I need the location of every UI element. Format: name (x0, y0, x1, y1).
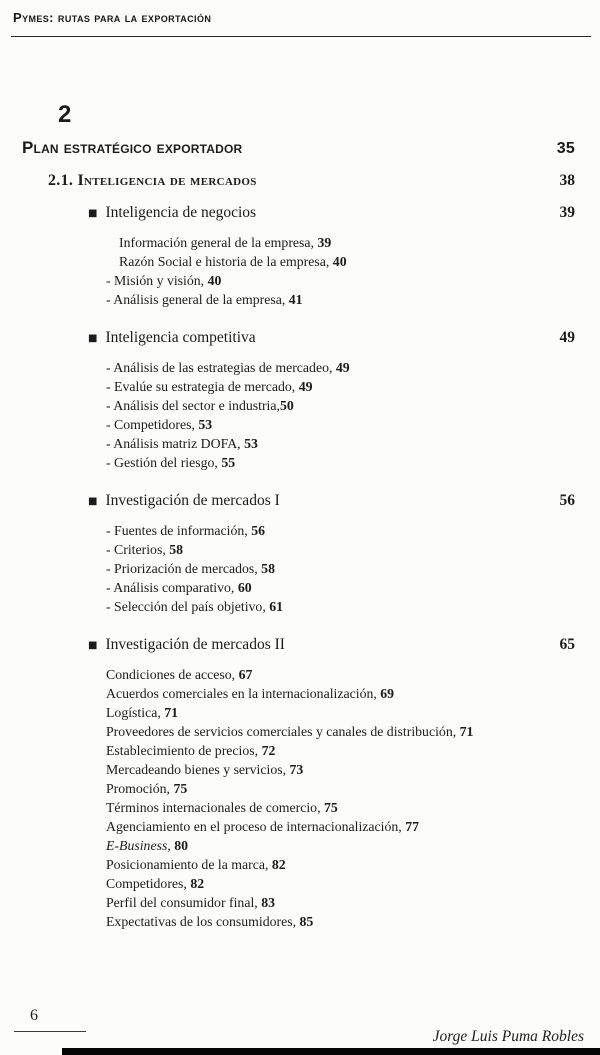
toc-item (106, 559, 575, 578)
toc-item-page: 80 (174, 838, 189, 853)
toc-item (106, 722, 575, 741)
running-head: Pymes: rutas para la exportación (13, 10, 212, 25)
toc-item-text: - Análisis general de la empresa, (106, 292, 286, 307)
toc-item (106, 597, 575, 616)
toc-item (106, 252, 575, 271)
toc-item-page: 56 (251, 523, 266, 538)
toc-item-page: 69 (380, 686, 395, 701)
toc-item-text: Promoción, (106, 781, 170, 796)
toc-item (106, 521, 575, 540)
toc-subsection-header (88, 490, 575, 513)
chapter-title-row (22, 138, 575, 158)
toc-item-text: - Evalúe su estrategia de mercado, (106, 379, 296, 394)
chapter-page-number: 35 (556, 140, 575, 157)
toc-subsections (22, 202, 575, 931)
toc-item (106, 912, 575, 931)
toc-item-page: 58 (261, 561, 275, 576)
toc-item-list (106, 358, 575, 472)
section-row (48, 172, 575, 190)
toc-item-text: Expectativas de los consumidores, (106, 914, 297, 929)
toc-item-page: 75 (173, 781, 188, 796)
toc-item (106, 798, 575, 817)
toc-item-page: 41 (288, 292, 303, 307)
chapter-title: Plan estratégico exportador (22, 138, 243, 157)
toc-item (106, 396, 575, 415)
toc-item-page: 75 (324, 800, 338, 815)
toc-item-page: 71 (164, 705, 179, 720)
toc-subsection-title: Inteligencia de negocios (105, 204, 257, 221)
toc-item (106, 684, 575, 703)
square-bullet-icon: ■ (88, 208, 98, 219)
toc-item-page: 49 (298, 379, 313, 394)
chapter-number: 2 (58, 101, 72, 128)
bottom-scan-bar (62, 1048, 600, 1055)
toc-item-text: - Análisis del sector e industria, (106, 398, 280, 413)
toc-subsection-page: 56 (559, 492, 575, 509)
toc-item-text: Establecimiento de precios, (106, 743, 259, 758)
toc-item (106, 453, 575, 472)
toc-item-text: Perfil del consumidor final, (106, 895, 258, 910)
toc-item-text: - Análisis de las estrategias de mercadeo, (106, 360, 333, 375)
toc-item-page: 39 (317, 235, 332, 250)
toc-item-page: 85 (299, 914, 314, 929)
toc-item-text: - Criterios, (106, 542, 166, 557)
toc-subsection-page: 65 (559, 636, 575, 653)
toc-item (106, 760, 575, 779)
toc-item (106, 290, 575, 309)
square-bullet-icon: ■ (88, 333, 98, 344)
toc-subsection (22, 202, 575, 309)
toc-item-page: 49 (335, 360, 350, 375)
footer-rule (14, 1031, 86, 1032)
toc-item-text: - Fuentes de información, (106, 523, 248, 538)
toc-item (106, 779, 575, 798)
toc-item (106, 233, 575, 252)
toc-item (106, 874, 575, 893)
footer-author: Jorge Luis Puma Robles (432, 1028, 584, 1045)
toc-item-page: 82 (190, 876, 205, 891)
toc-subsection-page: 39 (559, 204, 575, 221)
toc-item (106, 377, 575, 396)
toc-subsection-title: Inteligencia competitiva (105, 329, 256, 346)
toc-item-list (106, 665, 575, 931)
toc-item (106, 358, 575, 377)
toc-item-page: 40 (332, 254, 347, 269)
square-bullet-icon: ■ (88, 496, 98, 507)
toc-item-text: E-Business, (106, 838, 171, 853)
section-label: 2.1. Inteligencia de mercados (48, 172, 257, 189)
toc-item (106, 817, 575, 836)
toc-item-page: 82 (271, 857, 286, 872)
toc-subsection (22, 490, 575, 616)
toc-item-text: - Gestión del riesgo, (106, 455, 218, 470)
toc-item (106, 893, 575, 912)
toc-item-text: - Selección del país objetivo, (106, 599, 266, 614)
toc-subsection-header (88, 202, 575, 225)
toc-item (106, 540, 575, 559)
square-bullet-icon: ■ (88, 640, 98, 651)
toc-item (106, 741, 575, 760)
table-of-contents (22, 102, 575, 949)
toc-subsection (22, 634, 575, 931)
toc-item (106, 836, 575, 855)
toc-subsection (22, 327, 575, 472)
toc-item-page: 77 (405, 819, 419, 834)
toc-item-text: Proveedores de servicios comerciales y canales de distribución, (106, 724, 457, 739)
toc-item (106, 271, 575, 290)
toc-item-text: Razón Social e historia de la empresa, (119, 254, 330, 269)
toc-item (106, 434, 575, 453)
toc-item-text: - Análisis matriz DOFA, (106, 436, 241, 451)
toc-item-text: - Misión y visión, (106, 273, 205, 288)
toc-item-text: Condiciones de acceso, (106, 667, 236, 682)
toc-item-page: 50 (279, 398, 294, 413)
toc-item-text: Posicionamiento de la marca, (106, 857, 269, 872)
toc-item-page: 61 (269, 599, 284, 614)
toc-item-text: Términos internacionales de comercio, (106, 800, 321, 815)
toc-item-list (106, 521, 575, 616)
toc-subsection-title: Investigación de mercados II (105, 636, 285, 653)
toc-subsection-page: 49 (559, 329, 575, 346)
toc-subsection-header (88, 634, 575, 657)
toc-item-text: - Análisis comparativo, (106, 580, 235, 595)
toc-item (106, 578, 575, 597)
toc-item-text: Competidores, (106, 876, 187, 891)
toc-item-text: - Competidores, (106, 417, 195, 432)
toc-item-page: 55 (221, 455, 236, 470)
footer-page-number: 6 (30, 1007, 38, 1024)
toc-item-page: 53 (198, 417, 213, 432)
section-page-number: 38 (559, 172, 575, 189)
toc-item-text: Agenciamiento en el proceso de internacionalización, (106, 819, 402, 834)
toc-item-page: 72 (261, 743, 276, 758)
toc-item-list (106, 233, 575, 309)
toc-item-page: 53 (244, 436, 258, 451)
toc-item-text: - Priorización de mercados, (106, 561, 258, 576)
toc-item-page: 60 (237, 580, 252, 595)
toc-subsection-title: Investigación de mercados I (105, 492, 280, 509)
toc-item-text: Información general de la empresa, (119, 235, 314, 250)
toc-item-text: Acuerdos comerciales en la internacionalización, (106, 686, 377, 701)
toc-item-page: 71 (459, 724, 474, 739)
toc-item-page: 67 (238, 667, 253, 682)
toc-item-page: 40 (207, 273, 222, 288)
toc-item (106, 665, 575, 684)
header-rule (11, 36, 591, 37)
toc-item-page: 58 (169, 542, 184, 557)
toc-item (106, 703, 575, 722)
toc-subsection-header (88, 327, 575, 350)
toc-item-page: 83 (261, 895, 275, 910)
toc-item (106, 855, 575, 874)
toc-item-text: Logística, (106, 705, 161, 720)
toc-item-page: 73 (289, 762, 304, 777)
toc-item-text: Mercadeando bienes y servicios, (106, 762, 287, 777)
toc-item (106, 415, 575, 434)
